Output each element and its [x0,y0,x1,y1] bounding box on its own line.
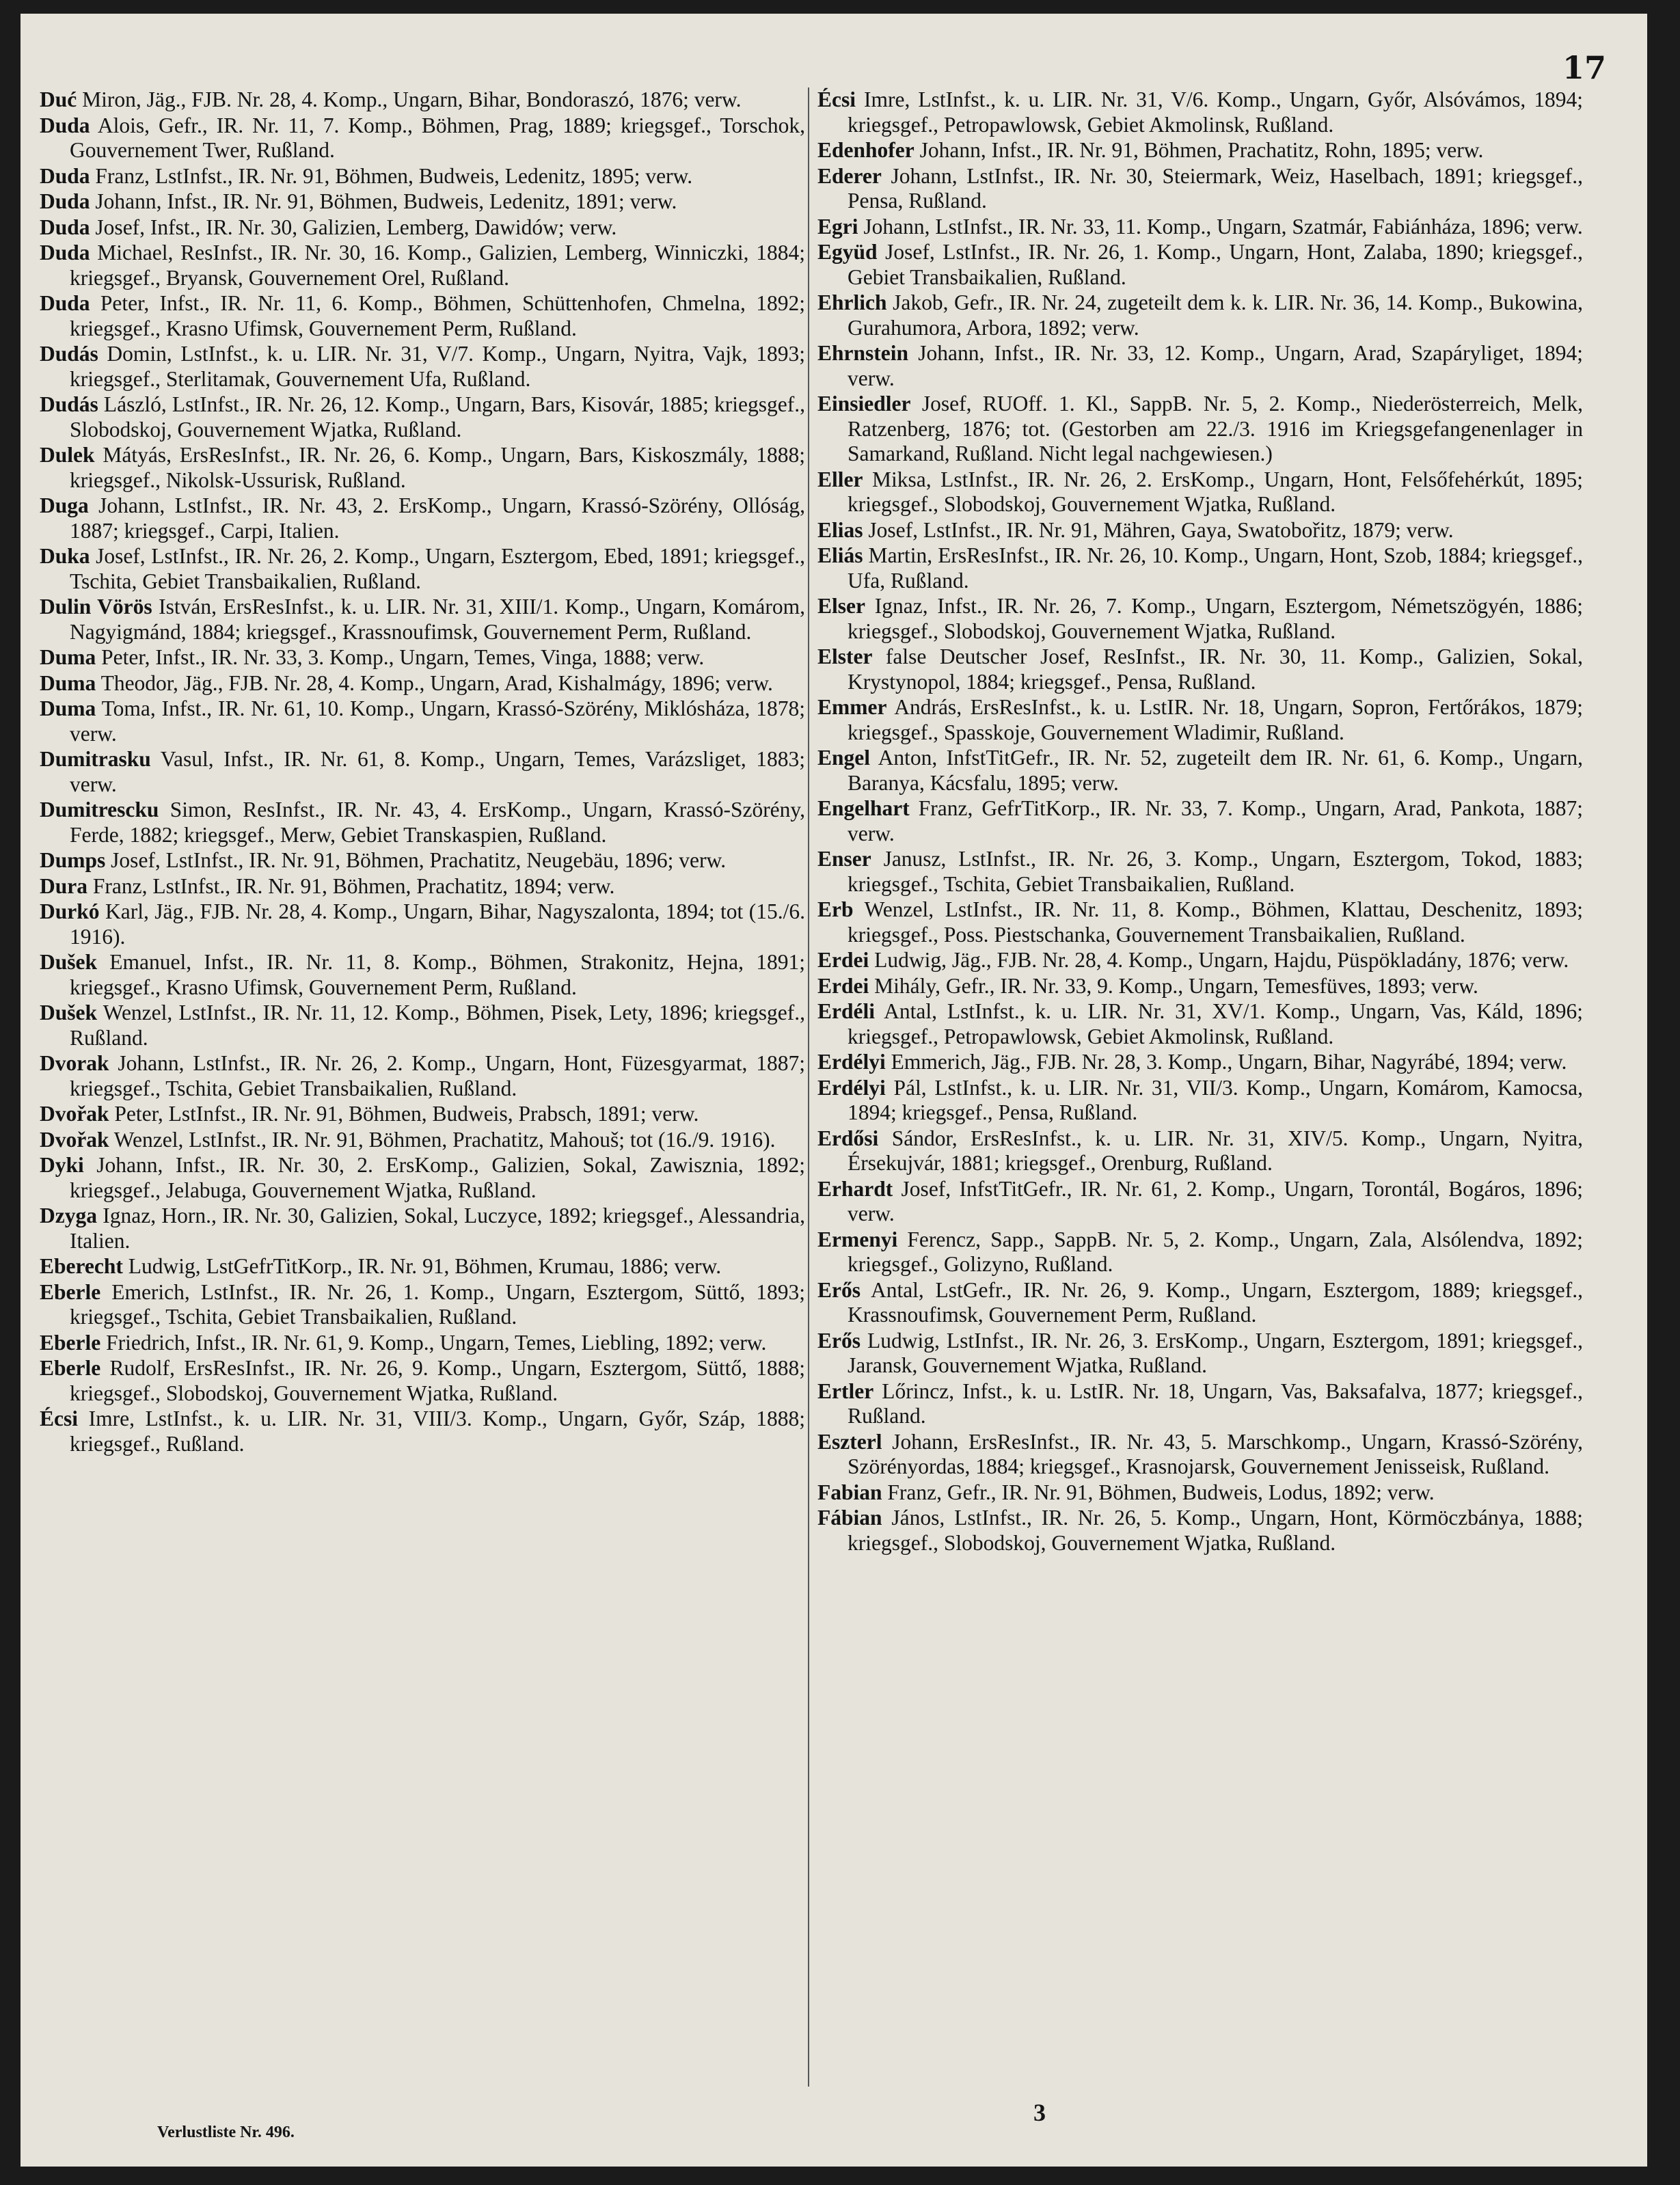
entry-details: Johann, ErsResInfst., IR. Nr. 43, 5. Marschkomp., Ungarn, Krassó-Szörény, Szörényordas, 1884; kriegsgef., Krasnojarsk, Gouvernement Jenisseisk, Rußland. [848,1429,1583,1478]
list-entry [817,948,1583,973]
list-entry [40,1051,805,1101]
entry-details: Rudolf, ErsResInfst., IR. Nr. 26, 9. Komp., Ungarn, Esztergom, Süttő, 1888; kriegsgef., Slobodskoj, Gouvernement Wjatka, Rußland. [70,1356,805,1405]
entry-details: false Deutscher Josef, ResInfst., IR. Nr. 30, 11. Komp., Galizien, Sokal, Krystynopol, 1884; kriegsgef., Pensa, Rußland. [848,644,1583,694]
entry-details: Vasul, Infst., IR. Nr. 61, 8. Komp., Ungarn, Temes, Varázsliget, 1883; verw. [70,747,805,796]
entry-surname: Dušek [40,950,98,974]
entry-surname: Elias [817,517,863,542]
list-entry [40,798,805,847]
entry-details: Peter, LstInfst., IR. Nr. 91, Böhmen, Budweis, Prabsch, 1891; verw. [109,1102,699,1126]
entry-surname: Eberle [40,1279,101,1304]
list-entry [40,595,805,644]
entry-surname: Dulin Vörös [40,595,152,619]
list-entry [40,392,805,442]
entry-surname: Duda [40,113,90,137]
entry-details: Imre, LstInfst., k. u. LIR. Nr. 31, VIII/3. Komp., Ungarn, Győr, Száp, 1888; kriegsgef., Rußland. [70,1407,805,1456]
list-entry [817,1430,1583,1480]
entry-details: Alois, Gefr., IR. Nr. 11, 7. Komp., Böhmen, Prag, 1889; kriegsgef., Torschok, Gouvernement Twer, Rußland. [70,113,805,162]
entry-details: Johann, Infst., IR. Nr. 91, Böhmen, Prachatitz, Rohn, 1895; verw. [914,138,1484,162]
list-entry [817,1076,1583,1126]
entry-surname: Elser [817,594,865,618]
entry-details: Josef, RUOff. 1. Kl., SappB. Nr. 5, 2. Komp., Niederösterreich, Melk, Ratzenberg, 1876; tot. (Gestorben am 22./3. 1916 im Kriegsgefangenenlager in Samarkand, Rußland. Nicht legal nachgewiesen.) [848,392,1583,465]
entry-surname: Ehrlich [817,290,887,314]
entry-surname: Dvořak [40,1102,109,1126]
entry-details: Josef, LstInfst., IR. Nr. 91, Böhmen, Prachatitz, Neugebäu, 1896; verw. [105,848,727,872]
list-entry [817,1329,1583,1379]
entry-details: Josef, InfstTitGefr., IR. Nr. 61, 2. Komp., Ungarn, Torontál, Bogáros, 1896; verw. [848,1176,1583,1225]
list-entry [40,1254,805,1279]
list-entry [817,897,1583,947]
list-entry [40,493,805,543]
entry-surname: Dvořak [40,1127,109,1152]
entry-surname: Einsiedler [817,392,911,416]
list-entry [40,113,805,163]
entry-details: Ferencz, Sapp., SappB. Nr. 5, 2. Komp., Ungarn, Zala, Alsólendva, 1892; kriegsgef., Golizyno, Rußland. [848,1227,1583,1276]
list-entry [817,974,1583,999]
entry-surname: Engelhart [817,796,910,820]
list-entry [817,1506,1583,1556]
list-entry [817,999,1583,1049]
entry-details: Emanuel, Infst., IR. Nr. 11, 8. Komp., Böhmen, Strakonitz, Hejna, 1891; kriegsgef., Krasno Ufimsk, Gouvernement Perm, Rußland. [70,950,805,999]
entry-details: Johann, LstInfst., IR. Nr. 43, 2. ErsKomp., Ungarn, Krassó-Szörény, Ollóság, 1887; kriegsgef., Carpi, Italien. [70,493,805,543]
list-entry [40,215,805,241]
entry-details: Mihály, Gefr., IR. Nr. 33, 9. Komp., Ungarn, Temesfüves, 1893; verw. [869,973,1478,998]
entry-surname: Duga [40,493,89,517]
entry-surname: Fabian [817,1480,882,1504]
entry-surname: Erős [817,1277,861,1302]
entry-details: János, LstInfst., IR. Nr. 26, 5. Komp., Ungarn, Hont, Körmöczbánya, 1888; kriegsgef., Slobodskoj, Gouvernement Wjatka, Rußland. [848,1506,1583,1555]
entry-surname: Eberle [40,1356,101,1380]
column-divider [808,87,809,2087]
entry-details: Josef, LstInfst., IR. Nr. 26, 1. Komp., Ungarn, Hont, Zalaba, 1890; kriegsgef., Gebiet Transbaikalien, Rußland. [848,240,1583,289]
list-entry [40,1153,805,1203]
list-entry [817,695,1583,745]
entry-details: Ludwig, LstInfst., IR. Nr. 26, 3. ErsKomp., Ungarn, Esztergom, 1891; kriegsgef., Jaransk, Gouvernement Wjatka, Rußland. [848,1328,1583,1377]
entry-surname: Enser [817,847,871,871]
entry-surname: Duda [40,163,90,188]
entry-surname: Dumps [40,848,106,872]
entry-details: Wenzel, LstInfst., IR. Nr. 11, 12. Komp., Böhmen, Pisek, Lety, 1896; kriegsgef., Rußland. [70,1001,805,1050]
entry-surname: Duda [40,291,90,315]
list-entry [817,87,1583,137]
entry-surname: Erhardt [817,1176,893,1201]
entry-surname: Duda [40,241,90,264]
list-entry [817,138,1583,163]
document-page [21,14,1647,2167]
list-entry [40,899,805,949]
entry-details: Domin, LstInfst., k. u. LIR. Nr. 31, V/7. Komp., Ungarn, Nyitra, Vajk, 1893; kriegsgef., Sterlitamak, Gouvernement Ufa, Rußland. [70,342,805,391]
entry-surname: Erdősi [817,1126,879,1150]
entry-details: Josef, LstInfst., IR. Nr. 26, 2. Komp., Ungarn, Esztergom, Ebed, 1891; kriegsgef., Tschita, Gebiet Transbaikalien, Rußland. [70,544,805,593]
list-entry [40,87,805,113]
list-entry [40,1204,805,1253]
entry-details: Lőrincz, Infst., k. u. LstIR. Nr. 18, Ungarn, Vas, Baksafalva, 1877; kriegsgef., Rußland. [848,1379,1583,1428]
list-entry [40,342,805,392]
entry-details: István, ErsResInfst., k. u. LIR. Nr. 31, XIII/1. Komp., Ungarn, Komárom, Nagyigmánd, 1884; kriegsgef., Krassnoufimsk, Gouvernement Perm, Rußland. [70,595,805,644]
entry-details: László, LstInfst., IR. Nr. 26, 12. Komp., Ungarn, Bars, Kisovár, 1885; kriegsgef., Slobodskoj, Gouvernement Wjatka, Rußland. [70,392,805,442]
entry-details: Ludwig, Jäg., FJB. Nr. 28, 4. Komp., Ungarn, Hajdu, Püspökladány, 1876; verw. [869,948,1569,972]
entry-surname: Duda [40,189,90,213]
page-number: 17 [1562,49,1606,86]
entry-details: Pál, LstInfst., k. u. LIR. Nr. 31, VII/3. Komp., Ungarn, Komárom, Kamocsa, 1894; kriegsgef., Pensa, Rußland. [848,1075,1583,1124]
entry-surname: Erdélyi [817,1075,886,1100]
entry-surname: Fábian [817,1506,882,1530]
entry-surname: Duć [40,87,77,111]
entry-details: Miksa, LstInfst., IR. Nr. 26, 2. ErsKomp., Ungarn, Hont, Felsőfehérkút, 1895; kriegsgef., Slobodskoj, Gouvernement Wjatka, Rußland. [848,467,1583,516]
list-entry [40,1128,805,1153]
entry-details: Theodor, Jäg., FJB. Nr. 28, 4. Komp., Ungarn, Arad, Kishalmágy, 1896; verw. [96,670,773,695]
entry-details: Janusz, LstInfst., IR. Nr. 26, 3. Komp., Ungarn, Esztergom, Tokod, 1883; kriegsgef., Tschita, Gebiet Transbaikalien, Rußland. [848,847,1583,896]
entry-surname: Egri [817,214,858,239]
entry-details: Sándor, ErsResInfst., k. u. LIR. Nr. 31, XIV/5. Komp., Ungarn, Nyitra, Érsekujvár, 1881; kriegsgef., Orenburg, Rußland. [848,1126,1583,1175]
list-entry [817,1480,1583,1506]
entry-surname: Dyki [40,1153,84,1177]
entry-surname: Erdéli [817,999,875,1023]
list-entry [817,796,1583,846]
entry-details: Miron, Jäg., FJB. Nr. 28, 4. Komp., Ungarn, Bihar, Bondoraszó, 1876; verw. [77,87,742,111]
entry-surname: Dumitrescku [40,798,159,822]
entry-details: Michael, ResInfst., IR. Nr. 30, 16. Komp., Galizien, Lemberg, Winniczki, 1884; kriegsgef., Bryansk, Gouvernement Orel, Rußland. [70,241,805,290]
list-entry [817,746,1583,796]
list-entry [40,189,805,215]
list-entry [40,443,805,493]
entry-details: Josef, Infst., IR. Nr. 30, Galizien, Lemberg, Dawidów; verw. [90,215,617,239]
sheet-mark: 3 [1033,2099,1046,2126]
entry-surname: Eszterl [817,1429,882,1454]
list-entry [817,644,1583,694]
entry-details: Johann, LstInfst., IR. Nr. 33, 11. Komp., Ungarn, Szatmár, Fabiánháza, 1896; verw. [858,214,1583,239]
list-entry [40,164,805,189]
entry-surname: Ertler [817,1379,874,1403]
entry-details: Ludwig, LstGefrTitKorp., IR. Nr. 91, Böhmen, Krumau, 1886; verw. [122,1254,722,1278]
list-entry [817,341,1583,391]
list-entry [817,1278,1583,1328]
list-entry [817,164,1583,214]
entry-surname: Eberle [40,1330,101,1355]
entry-surname: Dudás [40,392,98,416]
list-entry [40,291,805,341]
entry-details: Anton, InfstTitGefr., IR. Nr. 52, zugeteilt dem IR. Nr. 61, 6. Komp., Ungarn, Baranya, Kácsfalu, 1895; verw. [848,746,1583,795]
entry-surname: Együd [817,240,878,264]
entry-details: Karl, Jäg., FJB. Nr. 28, 4. Komp., Ungarn, Bihar, Nagyszalonta, 1894; tot (15./6. 1916). [70,899,805,949]
entry-details: Emerich, LstInfst., IR. Nr. 26, 1. Komp., Ungarn, Esztergom, Süttő, 1893; kriegsgef., Tschita, Gebiet Transbaikalien, Rußland. [70,1279,805,1329]
entry-details: Jakob, Gefr., IR. Nr. 24, zugeteilt dem k. k. LIR. Nr. 36, 14. Komp., Bukowina, Gurahumora, Arbora, 1892; verw. [848,290,1583,340]
right-column [817,87,1583,2087]
entry-surname: Dušek [40,1001,98,1024]
list-entry [817,1050,1583,1075]
list-entry [40,645,805,670]
list-entry [817,543,1583,593]
entry-surname: Erdei [817,973,869,998]
entry-details: Peter, Infst., IR. Nr. 11, 6. Komp., Böhmen, Schüttenhofen, Chmelna, 1892; kriegsgef., Krasno Ufimsk, Gouvernement Perm, Rußland. [70,291,805,340]
entry-details: Ignaz, Infst., IR. Nr. 26, 7. Komp., Ungarn, Esztergom, Németszögyén, 1886; kriegsgef., Slobodskoj, Gouvernement Wjatka, Rußland. [848,594,1583,643]
entry-surname: Dvorak [40,1051,109,1075]
entry-surname: Ermenyi [817,1227,898,1251]
list-entry [817,847,1583,897]
entry-surname: Écsi [40,1407,79,1430]
entry-details: Emmerich, Jäg., FJB. Nr. 28, 3. Komp., Ungarn, Bihar, Nagyrábé, 1894; verw. [885,1050,1567,1074]
list-entry [817,1379,1583,1429]
list-entry [817,594,1583,644]
entry-surname: Duda [40,215,90,239]
entry-surname: Duma [40,670,96,695]
entry-surname: Durkó [40,899,100,923]
entry-details: Antal, LstGefr., IR. Nr. 26, 9. Komp., Ungarn, Esztergom, 1889; kriegsgef., Krassnoufimsk, Gouvernement Perm, Rußland. [848,1277,1583,1327]
entry-details: Johann, Infst., IR. Nr. 91, Böhmen, Budweis, Ledenitz, 1891; verw. [90,189,677,213]
entry-details: Franz, LstInfst., IR. Nr. 91, Böhmen, Budweis, Ledenitz, 1895; verw. [90,163,693,188]
list-entry [817,1126,1583,1176]
entry-details: Ignaz, Horn., IR. Nr. 30, Galizien, Sokal, Luczyce, 1892; kriegsgef., Alessandria, Italien. [70,1204,805,1253]
list-entry [40,1407,805,1456]
list-entry [817,215,1583,240]
entry-surname: Erős [817,1328,861,1353]
list-entry [40,671,805,696]
entry-surname: Dudás [40,342,98,366]
entry-surname: Duma [40,645,96,669]
entry-surname: Ehrnstein [817,341,909,365]
entry-surname: Erdélyi [817,1050,886,1074]
entry-surname: Emmer [817,695,887,719]
entry-details: Peter, Infst., IR. Nr. 33, 3. Komp., Ungarn, Temes, Vinga, 1888; verw. [96,645,705,669]
entry-details: Wenzel, LstInfst., IR. Nr. 91, Böhmen, Prachatitz, Mahouš; tot (16./9. 1916). [109,1127,776,1152]
entry-details: Johann, Infst., IR. Nr. 33, 12. Komp., Ungarn, Arad, Szapáryliget, 1894; verw. [848,341,1583,390]
entry-surname: Ederer [817,163,882,188]
list-entry [40,1280,805,1330]
entry-details: Wenzel, LstInfst., IR. Nr. 11, 8. Komp., Böhmen, Klattau, Deschenitz, 1893; kriegsgef., Poss. Piestschanka, Gouvernement Transbaikalien, Rußland. [848,897,1583,947]
entry-surname: Dulek [40,443,95,467]
entry-details: Johann, Infst., IR. Nr. 30, 2. ErsKomp., Galizien, Sokal, Zawisznia, 1892; kriegsgef., Jelabuga, Gouvernement Wjatka, Rußland. [70,1153,805,1202]
entry-details: Simon, ResInfst., IR. Nr. 43, 4. ErsKomp., Ungarn, Krassó-Szörény, Ferde, 1882; kriegsgef., Merw, Gebiet Transkaspien, Rußland. [70,798,805,847]
footer-note: Verlustliste Nr. 496. [157,2123,295,2141]
entry-surname: Edenhofer [817,138,914,162]
entry-details: Josef, LstInfst., IR. Nr. 91, Mähren, Gaya, Swatobořitz, 1879; verw. [863,517,1454,542]
entry-details: Toma, Infst., IR. Nr. 61, 10. Komp., Ungarn, Krassó-Szörény, Miklósháza, 1878; verw. [70,696,805,746]
entry-surname: Eberecht [40,1254,123,1278]
list-entry [40,1356,805,1406]
list-entry [40,874,805,899]
entry-details: Martin, ErsResInfst., IR. Nr. 26, 10. Komp., Ungarn, Hont, Szob, 1884; kriegsgef., Ufa, Rußland. [848,543,1583,593]
list-entry [817,518,1583,543]
entry-details: Friedrich, Infst., IR. Nr. 61, 9. Komp., Ungarn, Temes, Liebling, 1892; verw. [100,1330,767,1355]
entry-surname: Erb [817,897,854,921]
entry-columns [31,87,1638,2087]
entry-surname: Eliás [817,543,863,567]
entry-details: Johann, LstInfst., IR. Nr. 30, Steiermark, Weiz, Haselbach, 1891; kriegsgef., Pensa, Rußland. [848,163,1583,213]
list-entry [817,1177,1583,1227]
entry-surname: Elster [817,644,873,668]
list-entry [40,1331,805,1356]
list-entry [817,392,1583,467]
list-entry [817,1227,1583,1277]
entry-details: András, ErsResInfst., k. u. LstIR. Nr. 18, Ungarn, Sopron, Fertőrákos, 1879; kriegsgef., Spasskoje, Gouvernement Wladimir, Rußland. [848,695,1583,744]
list-entry [40,544,805,594]
entry-surname: Engel [817,746,871,770]
entry-details: Franz, Gefr., IR. Nr. 91, Böhmen, Budweis, Lodus, 1892; verw. [882,1480,1435,1504]
entry-surname: Dumitrasku [40,747,151,771]
list-entry [817,290,1583,340]
left-column [40,87,805,2087]
entry-details: Antal, LstInfst., k. u. LIR. Nr. 31, XV/1. Komp., Ungarn, Vas, Káld, 1896; kriegsgef., Petropawlowsk, Gebiet Akmolinsk, Rußland. [848,999,1583,1048]
entry-details: Johann, LstInfst., IR. Nr. 26, 2. Komp., Ungarn, Hont, Füzesgyarmat, 1887; kriegsgef., Tschita, Gebiet Transbaikalien, Rußland. [70,1051,805,1100]
entry-details: Mátyás, ErsResInfst., IR. Nr. 26, 6. Komp., Ungarn, Bars, Kiskoszmály, 1888; kriegsgef., Nikolsk-Ussurisk, Rußland. [70,443,805,492]
entry-surname: Dzyga [40,1204,97,1227]
entry-details: Franz, GefrTitKorp., IR. Nr. 33, 7. Komp., Ungarn, Arad, Pankota, 1887; verw. [848,796,1583,845]
entry-surname: Duma [40,696,96,720]
list-entry [817,467,1583,517]
list-entry [40,1102,805,1127]
entry-surname: Erdei [817,948,869,972]
entry-surname: Eller [817,467,863,491]
list-entry [40,848,805,873]
entry-details: Franz, LstInfst., IR. Nr. 91, Böhmen, Prachatitz, 1894; verw. [87,873,615,898]
list-entry [817,240,1583,290]
entry-surname: Dura [40,873,87,898]
list-entry [40,696,805,746]
entry-details: Imre, LstInfst., k. u. LIR. Nr. 31, V/6. Komp., Ungarn, Győr, Alsóvámos, 1894; kriegsgef., Petropawlowsk, Gebiet Akmolinsk, Rußland. [848,87,1583,137]
list-entry [40,950,805,1000]
entry-surname: Duka [40,544,90,568]
entry-surname: Écsi [817,87,856,111]
list-entry [40,1001,805,1050]
list-entry [40,241,805,290]
list-entry [40,747,805,797]
